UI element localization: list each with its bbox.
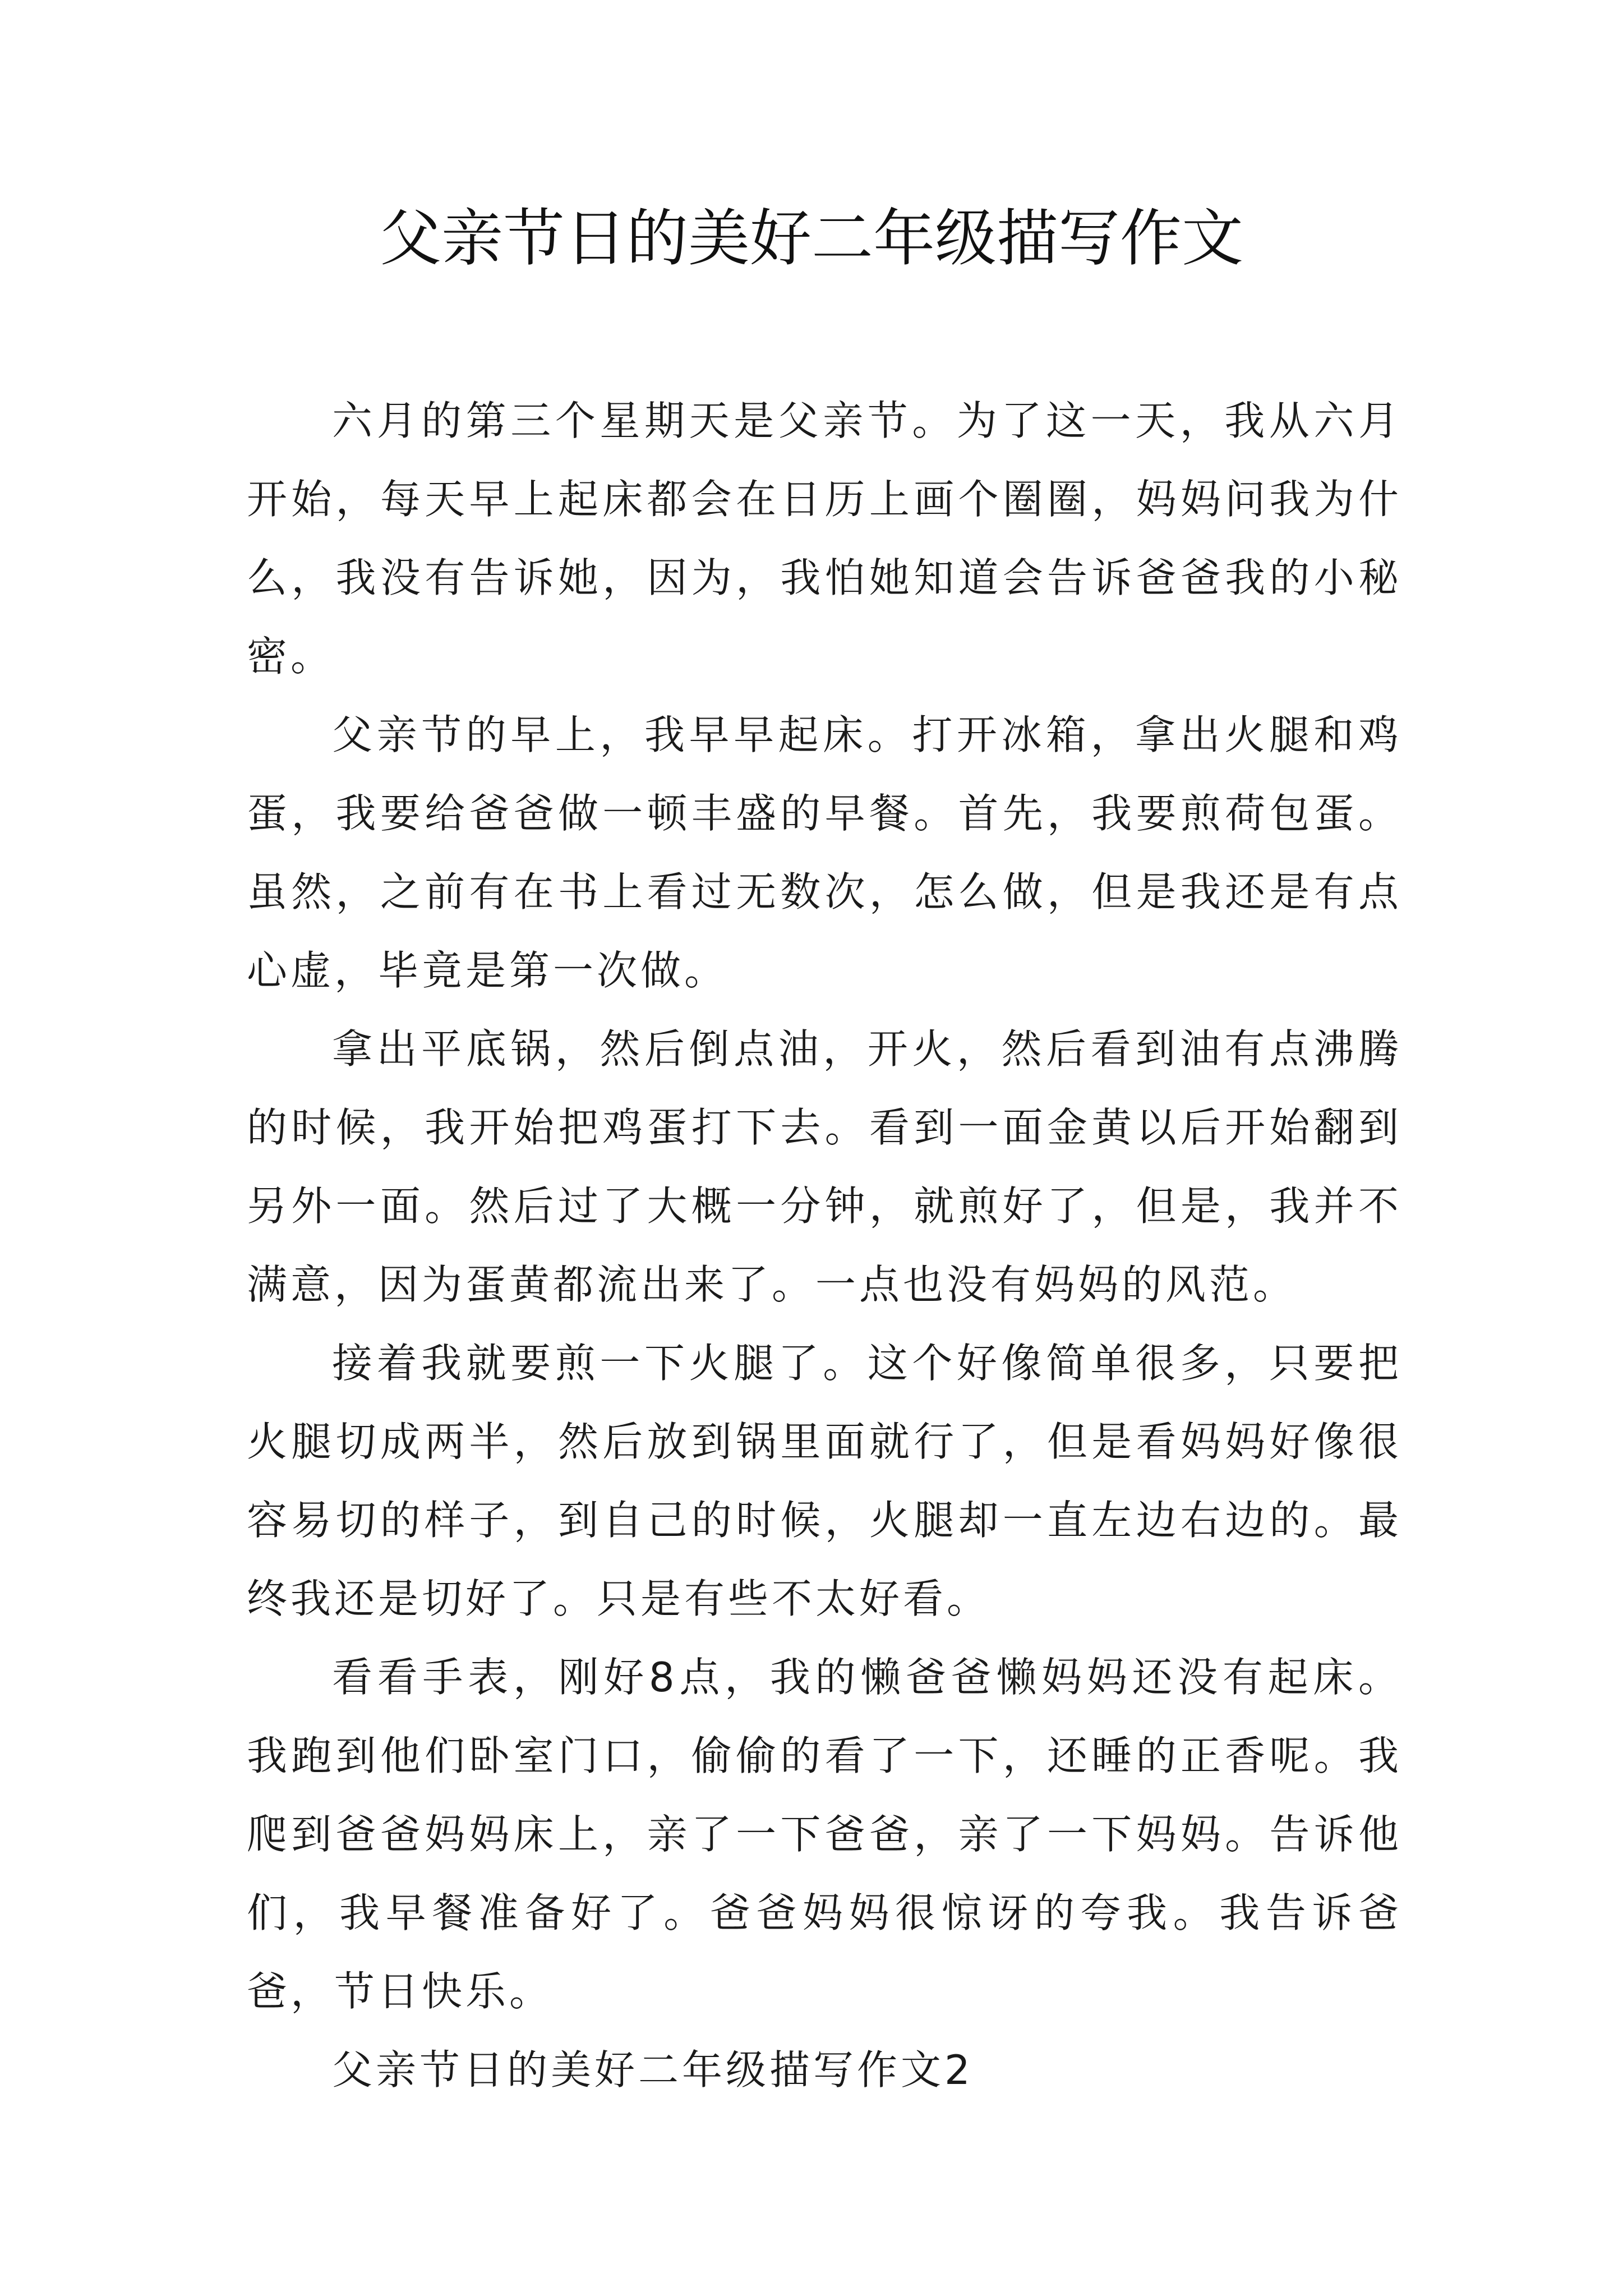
paragraph-4: 接着我就要煎一下火腿了。这个好像简单很多，只要把火腿切成两半，然后放到锅里面就行了，但是看妈妈好像很容易切的样子，到自己的时候，火腿却一直左边右边的。最终我还是切好了。只是有些不太好看。 — [247, 1340, 1402, 1622]
paragraph-1: 六月的第三个星期天是父亲节。为了这一天，我从六月开始，每天早上起床都会在日历上画个圈圈，妈妈问我为什么，我没有告诉她，因为，我怕她知道会告诉爸爸我的小秘密。 — [247, 397, 1402, 680]
document-body — [247, 381, 1402, 2109]
paragraph-5: 看看手表，刚好8点，我的懒爸爸懒妈妈还没有起床。我跑到他们卧室门口，偷偷的看了一下，还睡的正香呢。我爬到爸爸妈妈床上，亲了一下爸爸，亲了一下妈妈。告诉他们，我早餐准备好了。爸爸妈妈很惊讶的夸我。我告诉爸爸，节日快乐。 — [247, 1654, 1402, 2015]
paragraph-3: 拿出平底锅，然后倒点油，开火，然后看到油有点沸腾的时候，我开始把鸡蛋打下去。看到一面金黄以后开始翻到另外一面。然后过了大概一分钟，就煎好了，但是，我并不满意，因为蛋黄都流出来了。一点也没有妈妈的风范。 — [247, 1025, 1402, 1308]
paragraph-2: 父亲节的早上，我早早起床。打开冰箱，拿出火腿和鸡蛋，我要给爸爸做一顿丰盛的早餐。首先，我要煎荷包蛋。虽然，之前有在书上看过无数次，怎么做，但是我还是有点心虚，毕竟是第一次做。 — [247, 711, 1402, 994]
document-title: 父亲节日的美好二年级描写作文 — [380, 203, 1243, 274]
section-heading-2: 父亲节日的美好二年级描写作文2 — [332, 2046, 974, 2093]
